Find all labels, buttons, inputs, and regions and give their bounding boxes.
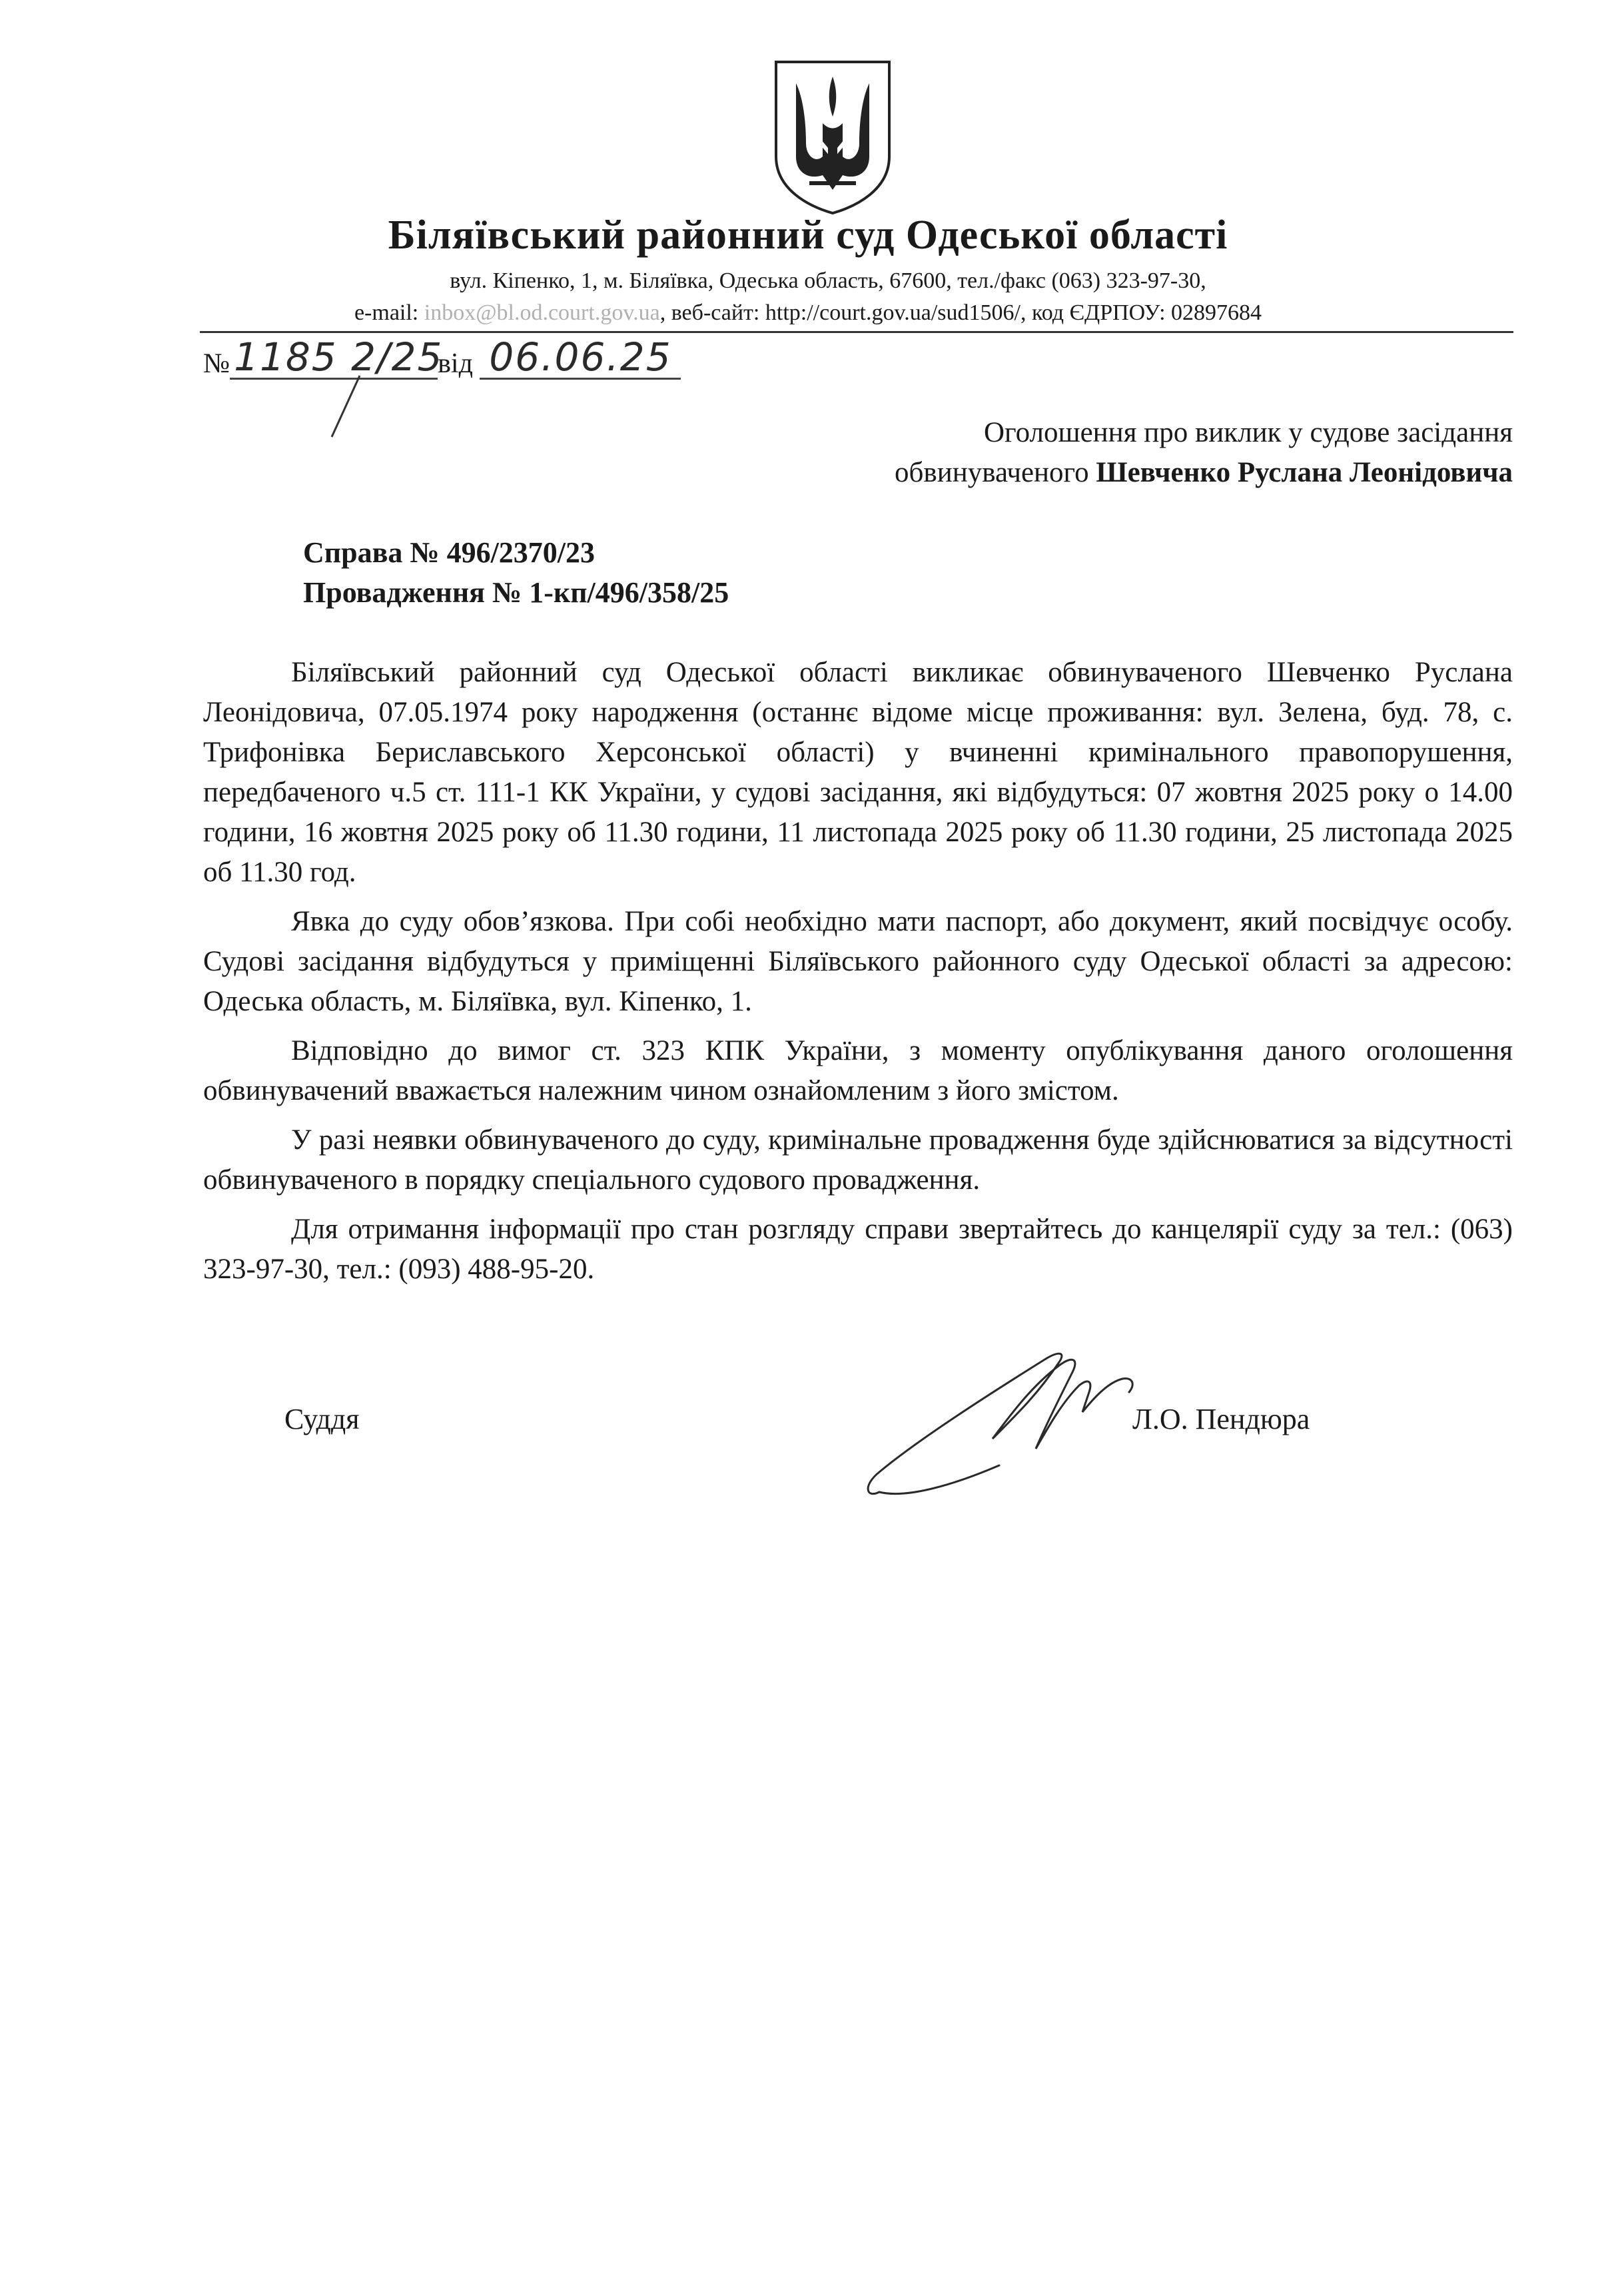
judge-role-label: Суддя xyxy=(284,1403,360,1435)
body-paragraph: У разі неявки обвинуваченого до суду, кримінальне провадження буде здійснюватися за відсутності обвинуваченого в порядку спеціального судового провадження. xyxy=(203,1124,1513,1196)
case-number: Справа № 496/2370/23 xyxy=(303,536,596,569)
registration-date-handwritten: 06.06.25 xyxy=(480,336,681,380)
registration-line xyxy=(203,336,681,380)
accused-name: Шевченко Руслана Леонідовича xyxy=(1096,457,1513,488)
registration-date-label: від xyxy=(438,348,473,379)
judge-name: Л.О. Пендюра xyxy=(1132,1403,1310,1435)
announcement-line-2 xyxy=(895,453,1513,493)
body-paragraph: Явка до суду обов’язкова. При собі необхідно мати паспорт, або документ, який посвідчує особу. Судові засідання відбудуться у приміщенні Біляївського районного суду Одеської області за адресою: Одеська область, м. Біляївка, вул. Кіпенко, 1. xyxy=(203,906,1513,1017)
registration-number-handwritten: 1185 2/25 xyxy=(230,336,438,380)
handwritten-signature xyxy=(859,1332,1152,1505)
trident-emblem-icon xyxy=(769,57,896,216)
body-paragraph: Для отримання інформації про стан розгляду справи звертайтесь до канцелярії суду за тел.: (063) 323-97-30, тел.: (093) 488-95-20. xyxy=(203,1214,1513,1285)
pen-stroke-mark xyxy=(326,373,366,440)
proceeding-number: Провадження № 1-кп/496/358/25 xyxy=(303,576,729,609)
email-value: inbox@bl.od.court.gov.ua xyxy=(424,300,660,325)
announcement-title xyxy=(895,413,1513,493)
court-name-heading: Біляївський районний суд Одеської області xyxy=(388,212,1228,258)
announcement-prefix: обвинуваченого xyxy=(895,457,1096,488)
website-and-code: , веб-сайт: http://court.gov.ua/sud1506/, код ЄДРПОУ: 02897684 xyxy=(659,300,1262,325)
header-divider xyxy=(200,331,1513,333)
court-address-line: вул. Кіпенко, 1, м. Біляївка, Одеська область, 67600, тел./факс (063) 323-97-30, xyxy=(450,268,1206,293)
announcement-line-1: Оголошення про виклик у судове засідання xyxy=(983,417,1513,448)
court-contacts-line xyxy=(0,300,1616,326)
announcement-body xyxy=(203,653,1513,1299)
email-label: e-mail: xyxy=(354,300,424,325)
body-paragraph: Відповідно до вимог ст. 323 КПК України, з моменту опублікування даного оголошення обвинувачений вважається належним чином ознайомленим з його змістом. xyxy=(203,1035,1513,1106)
registration-number-label: № xyxy=(203,348,230,379)
body-paragraph: Біляївський районний суд Одеської області викликає обвинуваченого Шевченко Руслана Леонідовича, 07.05.1974 року народження (останнє відоме місце проживання: вул. Зелена, буд. 78, с. Трифонівка Бериславського Херсонської області) у вчиненні кримінального правопорушення, передбаченого ч.5 ст. 111-1 КК України, у судові засідання, які відбудуться: 07 жовтня 2025 року о 14.00 години, 16 жовтня 2025 року об 11.30 години, 11 листопада 2025 року об 11.30 години, 25 листопада 2025 об 11.30 год. xyxy=(203,657,1513,888)
case-numbers xyxy=(303,533,729,613)
